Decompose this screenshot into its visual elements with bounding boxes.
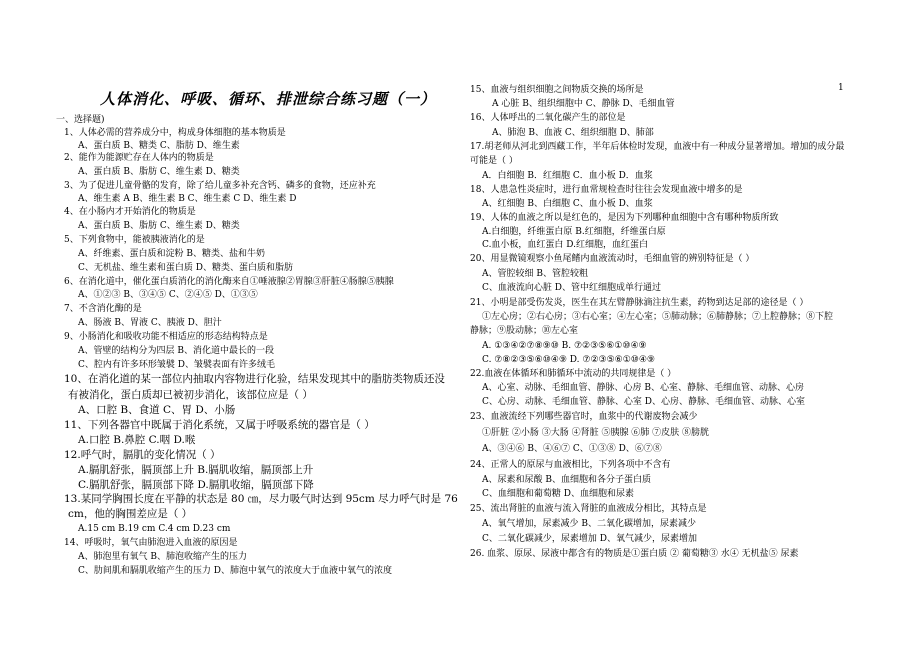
right-line-33: 26. 血浆、原尿、尿液中都含有的物质是①蛋白质 ② 葡萄糖③ 水④ 无机盐⑤ 尿素 [470,549,799,559]
right-line-2: A 心脏 B、组织细胞中 C、静脉 D、毛细血管 [492,99,675,109]
right-line-18: 静脉；⑨股动脉；⑩左心室 [470,326,579,336]
left-line-26: A.膈肌舒张，膈顶部上升 B.膈肌收缩，膈顶部上升 [78,464,314,476]
right-line-11: A.白细胞，纤维蛋白原 B.红细胞，纤维蛋白原 [482,227,666,237]
right-line-16: 21、小明是部受伤发炎，医生在其左臂静脉滴注抗生素，药物到达足部的途径是（ ） [470,298,809,308]
left-line-5: A、蛋白质 B、脂肪 C、维生素 D、糖类 [78,167,240,177]
right-line-32: C、二氧化碳减少，尿素增加 D、氧气减少，尿素增加 [482,534,697,544]
right-line-24: 23、血液流经下列哪些器官时，血浆中的代谢废物会减少 [470,412,698,422]
right-line-28: A、尿素和尿酸 B、血细胞和各分子蛋白质 [482,475,651,485]
left-line-6: 3、为了促进儿童骨骼的发育，除了给儿童多补充含钙、磷多的食物，还应补充 [64,181,376,191]
right-line-15: C、血液流向心脏 D、管中红细胞成单行通过 [482,283,661,293]
right-line-29: C、血细胞和葡萄糖 D、血细胞和尿素 [482,489,634,499]
left-line-16: A、肠液 B、胃液 C、胰液 D、胆汁 [78,318,222,328]
left-line-18: A、管壁的结构分为四层 B、消化道中最长的一段 [78,346,274,356]
right-line-13: 20、用显微镜观察小鱼尾鳍内血液流动时，毛细血管的辨别特征是（ ） [470,254,755,264]
right-line-9: A、红细胞 B、白细胞 C、血小板 D、血浆 [482,199,653,209]
left-line-28: 13.某同学胸围长度在平静的状态是 80 ㎝，尽力吸气时达到 95cm 尽力呼气时是 76 [64,493,458,505]
right-line-20: C. ⑦⑧②③⑤⑥⑩④⑨ D. ⑦②③⑤⑥①⑩④⑨ [482,355,655,365]
left-line-29: cm，他的胸围差应是（ ） [68,508,193,520]
left-line-9: A、蛋白质 B、脂肪 C、维生素 D、糖类 [78,221,240,231]
left-line-12: C、无机盐、维生素和蛋白质 D、糖类、蛋白质和脂肪 [78,263,293,273]
left-line-8: 4、在小肠内才开始消化的物质是 [64,207,196,217]
right-line-19: A. ①③④②⑦⑧⑨⑩ B. ⑦②③⑤⑥①⑩④⑨ [482,341,647,351]
right-line-3: 16、人体呼出的二氧化碳产生的部位是 [470,113,626,123]
page-title: 人体消化、呼吸、循环、排泄综合练习题（一） [100,90,437,108]
left-line-21: 有被消化，蛋白质却已被初步消化，该部位应是（ ） [68,389,313,401]
right-line-6: 可能是（ ） [470,156,518,166]
left-line-17: 9、小肠消化和吸收功能不相适应的形态结构特点是 [64,332,268,342]
left-line-30: A.15 cm B.19 cm C.4 cm D.23 cm [78,524,231,534]
right-line-21: 22.血液在体循环和肺循环中流动的共同规律是（ ） [470,369,677,379]
left-line-22: A、口腔 B、食道 C、胃 D、小肠 [78,404,236,416]
left-line-4: 2、能作为能源贮存在人体内的物质是 [64,153,214,163]
right-line-22: A、心室、动脉、毛细血管、静脉、心房 B、心室、静脉、毛细血管、动脉、心房 [482,383,804,393]
left-line-27: C.膈肌舒张，膈顶部下降 D.膈肌收缩，膈顶部下降 [78,479,314,491]
left-line-25: 12.呼气时，膈肌的变化情况（ ） [64,449,221,461]
right-line-10: 19、人体的血液之所以是红色的，是因为下列哪种血细胞中含有哪种物质所致 [470,213,779,223]
left-line-20: 10、在消化道的某一部位内抽取内容物进行化验，结果发现其中的脂肪类物质还没 [64,373,445,385]
left-line-1: 一、选择题) [56,115,105,125]
right-line-26: A、③④⑥ B、④⑥⑦ C、①③⑧ D、⑥⑦⑧ [482,444,662,454]
right-line-8: 18、人患急性炎症时，进行血常规检查时往往会发现血液中增多的是 [470,185,743,195]
left-line-14: A、①②③ B、③④⑤ C、②④⑤ D、①③⑤ [78,290,258,300]
left-line-15: 7、不含消化酶的是 [64,304,142,314]
left-line-7: A、维生素 A B、维生素 B C、维生素 C D、维生素 D [78,194,297,204]
left-line-19: C、腔内有许多环形皱襞 D、皱襞表面有许多绒毛 [78,360,275,370]
right-line-25: ①肝脏 ②小肠 ③大肠 ④肾脏 ⑤胰腺 ⑥肺 ⑦皮肤 ⑧膀胱 [482,428,710,438]
left-line-33: C、肋间肌和膈肌收缩产生的压力 D、肺泡中氧气的浓度大于血液中氧气的浓度 [78,566,392,576]
left-line-11: A、纤维素、蛋白质和淀粉 B、糖类、盐和牛奶 [78,249,265,259]
right-line-14: A、管腔较细 B、管腔较粗 [482,269,588,279]
page-number: 1 [838,83,844,93]
right-line-4: A、肺泡 B、血液 C、组织细胞 D、肺部 [492,128,654,138]
right-line-1: 15、血液与组织细胞之间物质交换的场所是 [470,85,644,95]
left-line-23: 11、下列各器官中既属于消化系统，又属于呼吸系统的器官是（ ） [64,419,375,431]
right-line-7: A．白细胞 B．红细胞 C．血小板 D．血浆 [482,171,653,181]
left-line-3: A、蛋白质 B、糖类 C、脂肪 D、维生素 [78,141,240,151]
right-line-30: 25、流出肾脏的血液与流入肾脏的血液成分相比，其特点是 [470,504,707,514]
right-line-5: 17.胡老师从河北到西藏工作，半年后体检时发现，血液中有一种成分显著增加。增加的成分最 [470,142,845,152]
right-line-31: A、氧气增加，尿素减少 B、二氧化碳增加，尿素减少 [482,519,696,529]
right-line-12: C.血小板，血红蛋白 D.红细胞，血红蛋白 [482,240,649,250]
left-line-10: 5、下列食物中，能被胰液消化的是 [64,235,205,245]
left-line-2: 1、人体必需的营养成分中，构成身体细胞的基本物质是 [64,128,286,138]
left-line-24: A.口腔 B.鼻腔 C.咽 D.喉 [78,434,196,446]
right-line-27: 24、正常人的原尿与血液相比，下列各项中不含有 [470,460,671,470]
right-line-23: C、心房、动脉、毛细血管、静脉、心室 D、心房、静脉、毛细血管、动脉、心室 [482,397,805,407]
left-line-31: 14、呼吸时，氧气由肺泡进入血液的原因是 [64,538,238,548]
left-line-13: 6、在消化道中，催化蛋白质消化的消化酶来自①唾液腺②胃腺③肝脏④肠腺⑤胰腺 [64,277,394,287]
left-line-32: A、肺泡里有氧气 B、肺泡收缩产生的压力 [78,552,247,562]
right-line-17: ①左心房；②右心房；③右心室；④左心室；⑤肺动脉；⑥肺静脉；⑦上腔静脉；⑧下腔 [482,312,834,322]
